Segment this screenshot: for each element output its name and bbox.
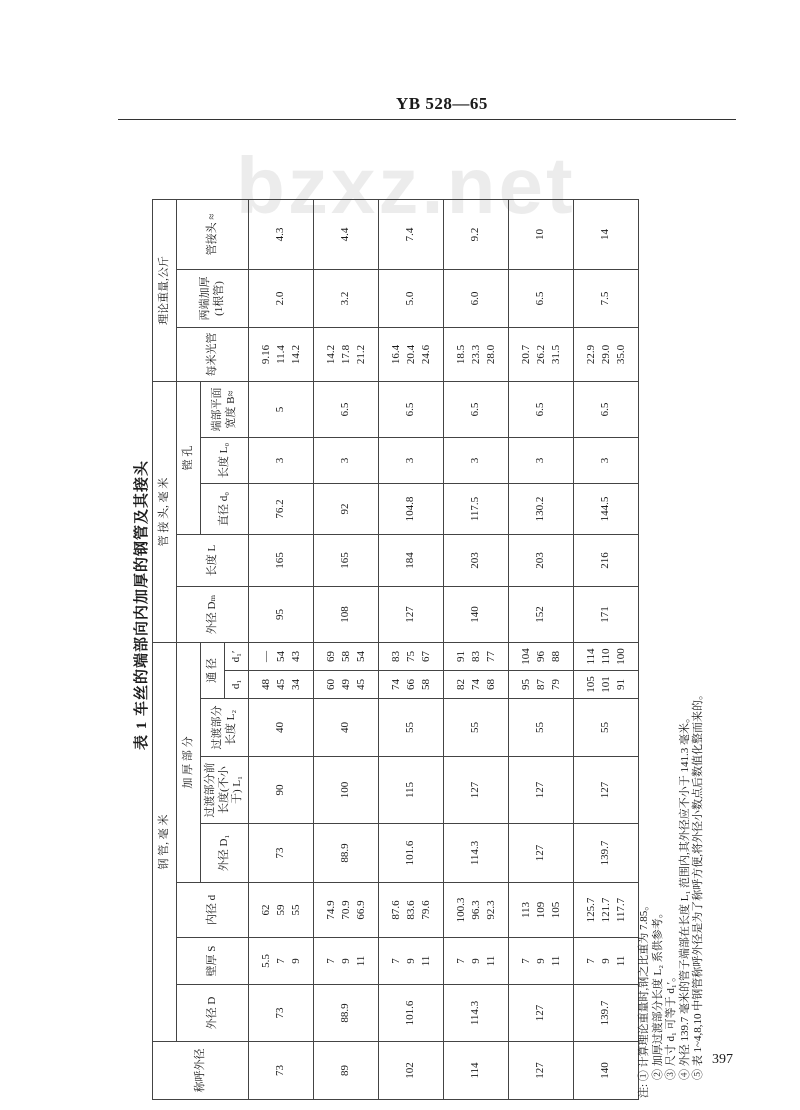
- d1-value: 95: [519, 679, 532, 690]
- d1-prime-value: 54: [354, 651, 367, 662]
- groove-l0-value: 3: [314, 438, 379, 484]
- table-row: [509, 200, 574, 1100]
- weight-per-meter-value: 20.7: [519, 344, 532, 365]
- coupling-length-value: 165: [314, 535, 379, 587]
- wall-thickness-value-cell: [509, 938, 574, 985]
- rotated-table-block: [100, 110, 704, 1100]
- inner-d-value: 59: [274, 904, 287, 916]
- weight-per-meter-value: 14.2: [289, 344, 302, 365]
- groove-d0-value: 117.5: [444, 484, 509, 535]
- d1-prime-value: 91: [454, 651, 467, 662]
- weight-both-ends-value: 5.0: [379, 270, 444, 328]
- d1-prime-value-cell: [314, 643, 379, 671]
- d1-value: 60: [324, 679, 337, 690]
- weight-per-meter-value-cell: [314, 328, 379, 382]
- d1-prime-value-cell: [249, 643, 314, 671]
- groove-l0-value: 3: [249, 438, 314, 484]
- d1-prime-value: 110: [599, 648, 612, 665]
- weight-coupling-value: 14: [574, 200, 639, 270]
- d1-prime-value: 69: [324, 651, 337, 662]
- d1-value: 45: [354, 679, 367, 690]
- end-width-value: 6.5: [509, 382, 574, 438]
- thick-od-value: 73: [249, 824, 314, 883]
- d1-prime-value: 67: [419, 651, 432, 662]
- inner-d-value-cell: [509, 883, 574, 938]
- d1-value: 58: [419, 679, 432, 690]
- hdr-d1-prime: d₁′: [225, 643, 249, 671]
- coupling-od-value: 171: [574, 587, 639, 643]
- inner-d-value: 100.3: [454, 897, 467, 923]
- thick-od-value: 127: [509, 824, 574, 883]
- d1-prime-value: 43: [289, 651, 302, 662]
- coupling-length-value: 184: [379, 535, 444, 587]
- weight-per-meter-value-cell: [574, 328, 639, 382]
- wall-thickness-value: 11: [484, 955, 497, 967]
- d1-value-cell: [314, 671, 379, 699]
- nominal-od-value: 140: [574, 1042, 639, 1100]
- wall-thickness-value: 7: [454, 958, 467, 964]
- d1-value: 91: [614, 679, 627, 690]
- hdr-coupling-od: 外径 Dₘ: [177, 587, 249, 643]
- d1-prime-value: 100: [614, 648, 627, 665]
- wall-thickness-value: 11: [419, 955, 432, 967]
- hdr-steel-pipe: 钢 管, 毫 米: [153, 643, 177, 1042]
- groove-l0-value: 3: [444, 438, 509, 484]
- table-notes: [638, 118, 706, 1098]
- end-width-value: 6.5: [379, 382, 444, 438]
- d1-value: 48: [259, 679, 272, 690]
- inner-d-value: 55: [289, 904, 302, 916]
- wall-thickness-value: 7: [324, 958, 337, 964]
- outer-d-value: 101.6: [379, 985, 444, 1042]
- weight-per-meter-value: 22.9: [584, 344, 597, 365]
- inner-d-value-cell: [379, 883, 444, 938]
- groove-l0-value: 3: [509, 438, 574, 484]
- document-number: YB 528—65: [396, 94, 488, 113]
- hdr-both-ends: 两端加厚(1根管): [177, 270, 249, 328]
- end-width-value: 6.5: [574, 382, 639, 438]
- table-title: 表 1 车丝的端部向内加厚的钢管及其接头: [134, 460, 150, 751]
- nominal-od-value: 127: [509, 1042, 574, 1100]
- hdr-coupling-weight: 管接头 ≈: [177, 200, 249, 270]
- thick-od-value: 101.6: [379, 824, 444, 883]
- l1-value: 127: [509, 757, 574, 824]
- wall-thickness-value-cell: [444, 938, 509, 985]
- d1-prime-value: 83: [389, 651, 402, 662]
- hdr-wall-s: 壁厚 S: [177, 938, 249, 985]
- outer-d-value: 139.7: [574, 985, 639, 1042]
- wall-thickness-value: 7: [389, 958, 402, 964]
- weight-coupling-value: 10: [509, 200, 574, 270]
- note-4: ④ 外径 139.7 毫米的管子端部在长度 L₁ 范围内,其外径应不小于 141.3 毫米。: [678, 711, 691, 1080]
- d1-value: 105: [584, 676, 597, 693]
- wall-thickness-value: 9: [289, 958, 302, 964]
- wall-thickness-value: 11: [549, 955, 562, 967]
- weight-per-meter-value: 23.3: [469, 344, 482, 365]
- coupling-od-value: 140: [444, 587, 509, 643]
- weight-per-meter-value: 31.5: [549, 344, 562, 365]
- weight-both-ends-value: 6.0: [444, 270, 509, 328]
- inner-d-value-cell: [444, 883, 509, 938]
- weight-both-ends-value: 2.0: [249, 270, 314, 328]
- inner-d-value-cell: [249, 883, 314, 938]
- hdr-bore: 通 径: [201, 643, 225, 699]
- note-5: ⑤ 表 1~4,8,10 中钢管称呼外径是为了称呼方便,将外径小数点后数值化整而来的。: [692, 689, 704, 1080]
- weight-per-meter-value: 35.0: [614, 344, 627, 365]
- d1-value: 34: [289, 679, 302, 690]
- weight-coupling-value: 9.2: [444, 200, 509, 270]
- inner-d-value: 125.7: [584, 897, 597, 923]
- hdr-outer-d: 外径 D: [177, 985, 249, 1042]
- d1-value: 68: [484, 679, 497, 690]
- wall-thickness-value: 9: [599, 958, 612, 964]
- l1-value: 90: [249, 757, 314, 824]
- hdr-thick-od: 外径 D₁: [201, 824, 249, 883]
- weight-per-meter-value-cell: [379, 328, 444, 382]
- hdr-theoretical-weight: 理论重量,公斤: [153, 200, 177, 382]
- groove-d0-value: 104.8: [379, 484, 444, 535]
- groove-d0-value: 92: [314, 484, 379, 535]
- wall-thickness-value: 11: [354, 955, 367, 967]
- nominal-od-value: 114: [444, 1042, 509, 1100]
- thick-od-value: 88.9: [314, 824, 379, 883]
- l2-value: 40: [314, 699, 379, 757]
- nominal-od-value: 89: [314, 1042, 379, 1100]
- weight-per-meter-value: 11.4: [274, 345, 287, 364]
- weight-both-ends-value: 7.5: [574, 270, 639, 328]
- note-1: 注: ① 计算理论重量时,钢之比重为 7.85。: [638, 899, 650, 1098]
- d1-prime-value: 96: [534, 651, 547, 662]
- coupling-length-value: 203: [509, 535, 574, 587]
- note-3: ③ 尺寸 d₁ 可等于 d₁′。: [665, 970, 677, 1080]
- d1-value: 74: [469, 679, 482, 690]
- inner-d-value: 79.6: [419, 900, 432, 920]
- table-row: [574, 200, 639, 1100]
- wall-thickness-value-cell: [379, 938, 444, 985]
- weight-per-meter-value: 26.2: [534, 344, 547, 365]
- weight-per-meter-value: 18.5: [454, 344, 467, 365]
- l1-value: 100: [314, 757, 379, 824]
- d1-prime-value: 104: [519, 648, 532, 665]
- page-number: 397: [712, 1052, 733, 1067]
- wall-thickness-value-cell: [314, 938, 379, 985]
- table-body: [153, 200, 639, 1100]
- d1-prime-value: 88: [549, 651, 562, 662]
- end-width-value: 5: [249, 382, 314, 438]
- d1-prime-value: 83: [469, 651, 482, 662]
- end-width-value: 6.5: [314, 382, 379, 438]
- weight-per-meter-value-cell: [249, 328, 314, 382]
- l2-value: 55: [574, 699, 639, 757]
- table-row: [314, 200, 379, 1100]
- d1-prime-value: 114: [584, 648, 597, 665]
- inner-d-value-cell: [314, 883, 379, 938]
- hdr-coupling-length: 长度 L: [177, 535, 249, 587]
- wall-thickness-value: 11: [614, 955, 627, 967]
- hdr-d0: 直径 d₀: [201, 484, 249, 535]
- inner-d-value: 113: [519, 901, 532, 919]
- table-row: [249, 200, 314, 1100]
- inner-d-value: 74.9: [324, 900, 337, 920]
- d1-value-cell: [574, 671, 639, 699]
- hdr-d1: d₁: [225, 671, 249, 699]
- hdr-l0: 长度 L₀: [201, 438, 249, 484]
- outer-d-value: 114.3: [444, 985, 509, 1042]
- weight-per-meter-value: 21.2: [354, 344, 367, 365]
- l2-value: 55: [444, 699, 509, 757]
- d1-prime-value-cell: [509, 643, 574, 671]
- weight-coupling-value: 4.4: [314, 200, 379, 270]
- wall-thickness-value: 9: [339, 958, 352, 964]
- wall-thickness-value: 7: [519, 958, 532, 964]
- weight-coupling-value: 4.3: [249, 200, 314, 270]
- wall-thickness-value: 9: [404, 958, 417, 964]
- nominal-od-value: 102: [379, 1042, 444, 1100]
- d1-value: 66: [404, 679, 417, 690]
- d1-value-cell: [379, 671, 444, 699]
- weight-per-meter-value: 9.16: [259, 344, 272, 365]
- l2-value: 55: [379, 699, 444, 757]
- hdr-thickened-part: 加 厚 部 分: [177, 643, 201, 883]
- hdr-coupling: 管 接 头, 毫 米: [153, 382, 177, 643]
- d1-prime-value: 75: [404, 651, 417, 662]
- d1-value: 101: [599, 676, 612, 693]
- hdr-b: 端部平面宽度 B≈: [201, 382, 249, 438]
- inner-d-value: 70.9: [339, 900, 352, 920]
- l1-value: 127: [444, 757, 509, 824]
- weight-both-ends-value: 3.2: [314, 270, 379, 328]
- groove-l0-value: 3: [379, 438, 444, 484]
- inner-d-value: 66.9: [354, 900, 367, 920]
- wall-thickness-value-cell: [249, 938, 314, 985]
- d1-prime-value-cell: [574, 643, 639, 671]
- groove-d0-value: 76.2: [249, 484, 314, 535]
- inner-d-value: 117.7: [614, 897, 627, 923]
- inner-d-value: 96.3: [469, 900, 482, 920]
- thick-od-value: 139.7: [574, 824, 639, 883]
- steel-pipe-table: [152, 199, 639, 1100]
- outer-d-value: 127: [509, 985, 574, 1042]
- table-row: [444, 200, 509, 1100]
- coupling-od-value: 108: [314, 587, 379, 643]
- coupling-od-value: 127: [379, 587, 444, 643]
- wall-thickness-value: 9: [534, 958, 547, 964]
- d1-value-cell: [249, 671, 314, 699]
- outer-d-value: 73: [249, 985, 314, 1042]
- nominal-od-value: 73: [249, 1042, 314, 1100]
- coupling-od-value: 95: [249, 587, 314, 643]
- inner-d-value: 87.6: [389, 900, 402, 920]
- note-2: ② 加厚过渡部分长度 L₂ 系供参考。: [651, 907, 664, 1080]
- weight-per-meter-value: 17.8: [339, 344, 352, 365]
- wall-thickness-value-cell: [574, 938, 639, 985]
- wall-thickness-value: 7: [274, 958, 287, 964]
- weight-per-meter-value: 28.0: [484, 344, 497, 365]
- wall-thickness-value: 9: [469, 958, 482, 964]
- weight-per-meter-value: 20.4: [404, 344, 417, 365]
- table-row: [379, 200, 444, 1100]
- end-width-value: 6.5: [444, 382, 509, 438]
- thick-od-value: 114.3: [444, 824, 509, 883]
- hdr-nominal-od: 称呼外径: [153, 1042, 249, 1100]
- d1-value: 79: [549, 679, 562, 690]
- wall-thickness-value: 5.5: [259, 954, 272, 968]
- d1-prime-value: —: [259, 651, 272, 662]
- weight-per-meter-value: 16.4: [389, 344, 402, 365]
- outer-d-value: 88.9: [314, 985, 379, 1042]
- inner-d-value: 105: [549, 901, 562, 919]
- inner-d-value: 83.6: [404, 900, 417, 920]
- hdr-l2: 过渡部分长度 L₂: [201, 699, 249, 757]
- inner-d-value: 92.3: [484, 900, 497, 920]
- groove-d0-value: 130.2: [509, 484, 574, 535]
- weight-both-ends-value: 6.5: [509, 270, 574, 328]
- d1-value-cell: [444, 671, 509, 699]
- d1-value: 82: [454, 679, 467, 690]
- l2-value: 55: [509, 699, 574, 757]
- d1-value: 45: [274, 679, 287, 690]
- hdr-l1: 过渡部分前长度(不小于) L₁: [201, 757, 249, 824]
- watermark: bzxz.net: [236, 141, 576, 230]
- groove-d0-value: 144.5: [574, 484, 639, 535]
- d1-prime-value-cell: [444, 643, 509, 671]
- weight-per-meter-value: 14.2: [324, 344, 337, 365]
- hdr-groove: 镗 孔: [177, 382, 201, 535]
- weight-per-meter-value-cell: [444, 328, 509, 382]
- d1-value-cell: [509, 671, 574, 699]
- d1-prime-value: 54: [274, 651, 287, 662]
- inner-d-value: 62: [259, 904, 272, 916]
- l1-value: 115: [379, 757, 444, 824]
- d1-prime-value: 77: [484, 651, 497, 662]
- d1-value: 74: [389, 679, 402, 690]
- hdr-per-meter: 每米光管: [177, 328, 249, 382]
- d1-value: 87: [534, 679, 547, 690]
- inner-d-value-cell: [574, 883, 639, 938]
- inner-d-value: 121.7: [599, 897, 612, 923]
- weight-coupling-value: 7.4: [379, 200, 444, 270]
- coupling-length-value: 203: [444, 535, 509, 587]
- coupling-od-value: 152: [509, 587, 574, 643]
- weight-per-meter-value-cell: [509, 328, 574, 382]
- weight-per-meter-value: 24.6: [419, 344, 432, 365]
- l2-value: 40: [249, 699, 314, 757]
- coupling-length-value: 165: [249, 535, 314, 587]
- d1-prime-value: 58: [339, 651, 352, 662]
- weight-per-meter-value: 29.0: [599, 344, 612, 365]
- d1-value: 49: [339, 679, 352, 690]
- groove-l0-value: 3: [574, 438, 639, 484]
- coupling-length-value: 216: [574, 535, 639, 587]
- hdr-inner-d: 内径 d: [177, 883, 249, 938]
- l1-value: 127: [574, 757, 639, 824]
- inner-d-value: 109: [534, 901, 547, 919]
- wall-thickness-value: 7: [584, 958, 597, 964]
- d1-prime-value-cell: [379, 643, 444, 671]
